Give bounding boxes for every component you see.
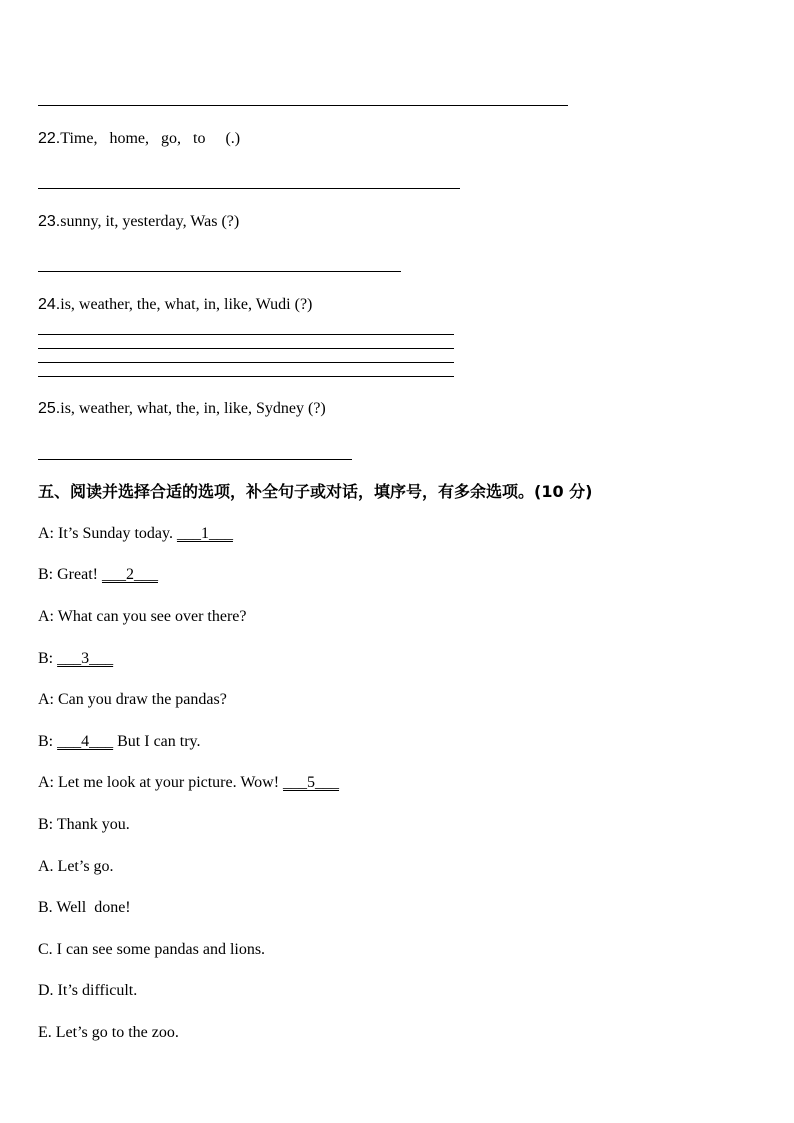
dialogue-line-8 (38, 815, 130, 835)
answer-line (38, 362, 454, 363)
answer-blank: ___1___ (176, 525, 233, 542)
dialogue-text: A: It’s Sunday today. (38, 525, 177, 542)
dialogue-text: B: (38, 733, 58, 750)
dialogue-line-5 (38, 690, 227, 710)
option-d: D. It’s difficult. (38, 982, 138, 999)
question-25 (38, 399, 326, 419)
dialogue-line-6 (38, 732, 201, 752)
dialogue-text: A: What can you see over there? (38, 608, 247, 625)
question-text: sunny, it, yesterday, Was (?) (60, 213, 240, 230)
section-heading: 五、阅读并选择合适的选项，补全句子或对话，填序号，有多余选项。(10 分) (38, 482, 593, 501)
dialogue-text: A: Let me look at your picture. Wow! (38, 774, 284, 791)
dialogue-line-2 (38, 565, 158, 585)
dialogue-text: A: Can you draw the pandas? (38, 691, 227, 708)
answer-blank: ___4___ (57, 733, 114, 750)
question-number: 24. (38, 296, 61, 313)
dialogue-text: But I can try. (113, 733, 201, 750)
answer-line (38, 271, 401, 272)
dialogue-line-3 (38, 607, 247, 627)
dialogue-text: B: Thank you. (38, 816, 130, 833)
answer-line (38, 105, 568, 106)
answer-blank: ___2___ (101, 566, 158, 583)
answer-line (38, 376, 454, 377)
answer-line (38, 459, 352, 460)
question-text: is, weather, what, the, in, like, Sydney (?) (60, 400, 326, 417)
dialogue-line-1 (38, 524, 233, 544)
question-text: is, weather, the, what, in, like, Wudi (?) (60, 296, 313, 313)
option-e: E. Let’s go to the zoo. (38, 1024, 179, 1041)
dialogue-text: B: (38, 650, 58, 667)
answer-blank: ___5___ (283, 774, 340, 791)
question-23 (38, 212, 239, 232)
dialogue-line-7 (38, 773, 339, 793)
question-text: Time, home, go, to (.) (60, 130, 241, 147)
question-number: 25. (38, 400, 61, 417)
dialogue-text: B: Great! (38, 566, 102, 583)
answer-line (38, 348, 454, 349)
question-number: 23. (38, 213, 61, 230)
option-c: C. I can see some pandas and lions. (38, 941, 266, 958)
answer-line (38, 334, 454, 335)
answer-line (38, 188, 460, 189)
question-24 (38, 295, 312, 315)
answer-blank: ___3___ (57, 650, 114, 667)
question-number: 22. (38, 130, 61, 147)
option-a: A. Let’s go. (38, 858, 114, 875)
dialogue-line-4 (38, 649, 113, 669)
question-22 (38, 129, 240, 149)
option-b: B. Well done! (38, 899, 131, 916)
